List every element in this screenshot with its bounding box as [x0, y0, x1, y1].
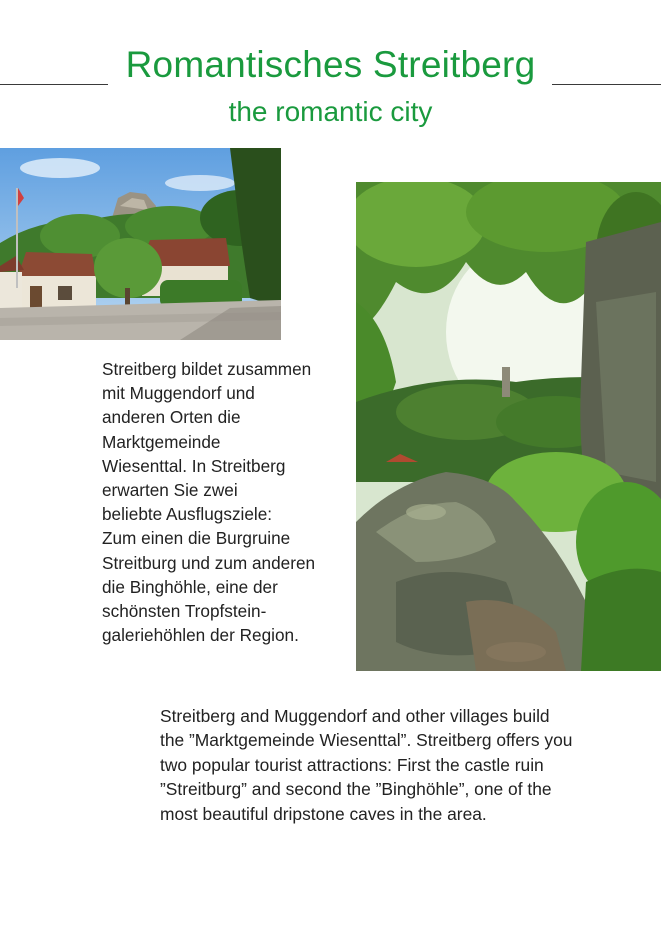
german-line: galeriehöhlen der Region.	[102, 625, 299, 646]
german-line: anderen Orten die	[102, 407, 241, 428]
german-line: Marktgemeinde	[102, 431, 221, 452]
english-line: ”Streitburg” and second the ”Binghöhle”, one of the	[160, 779, 552, 800]
forest-rock-photo	[356, 182, 661, 671]
page-subtitle: the romantic city	[228, 96, 433, 127]
english-line: the ”Marktgemeinde Wiesenttal”. Streitberg offers you	[160, 730, 573, 751]
german-line: Streitburg und zum anderen	[102, 552, 316, 573]
german-description	[102, 357, 342, 647]
english-line: Streitberg and Muggendorf and other villages build	[160, 706, 550, 726]
german-line: erwarten Sie zwei	[102, 480, 238, 501]
german-line: mit Muggendorf und	[102, 383, 255, 404]
village-photo	[0, 148, 281, 340]
german-line: schönsten Tropfstein-	[102, 601, 267, 622]
english-description	[160, 704, 630, 826]
english-line: two popular tourist attractions: First the castle ruin	[160, 754, 544, 775]
page-title: Romantisches Streitberg	[125, 44, 536, 85]
german-line: Zum einen die Burgruine	[102, 528, 291, 549]
german-line: Streitberg bildet zusammen	[102, 359, 312, 379]
english-line: most beautiful dripstone caves in the area.	[160, 803, 487, 824]
german-line: beliebte Ausflugsziele:	[102, 504, 273, 525]
german-line: Wiesenttal. In Streitberg	[102, 455, 286, 476]
german-line: die Binghöhle, eine der	[102, 576, 278, 597]
